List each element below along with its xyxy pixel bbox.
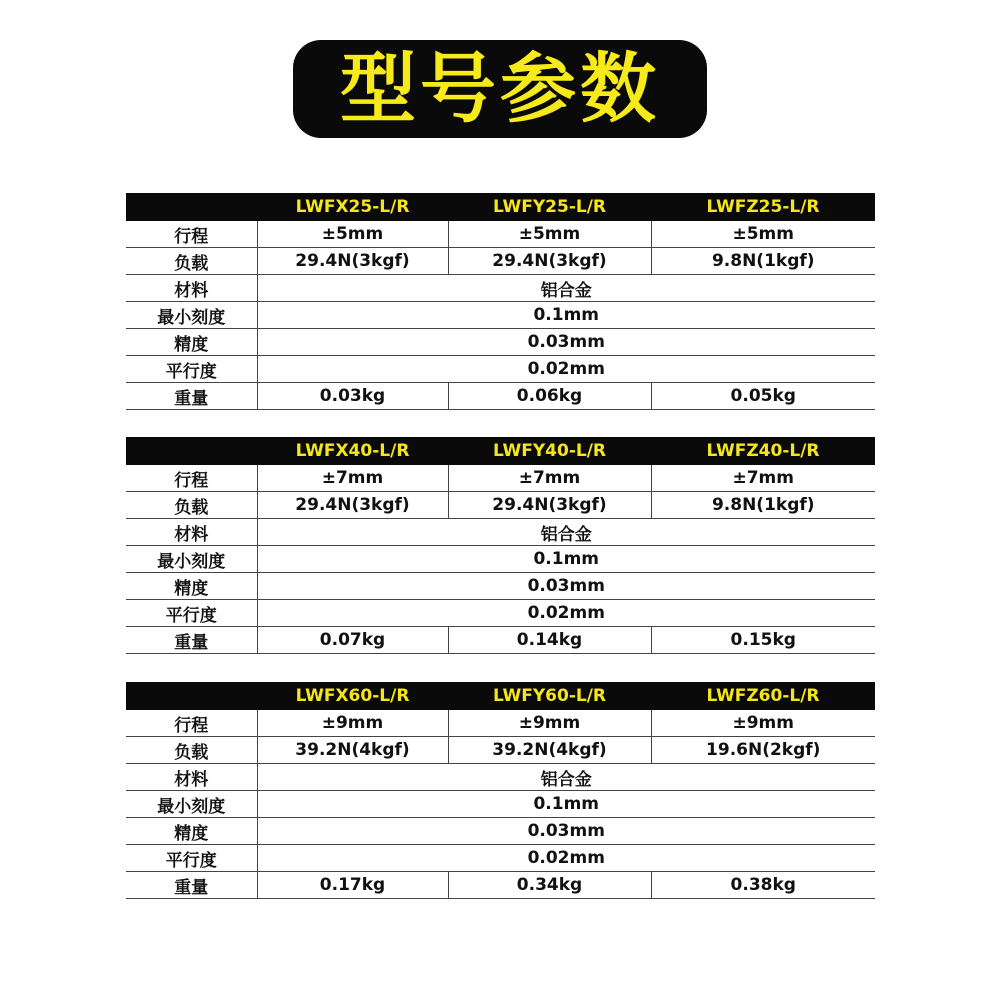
precision-row bbox=[126, 818, 875, 845]
cell: 铝合金 bbox=[257, 275, 875, 302]
row-label: 精度 bbox=[126, 573, 257, 600]
stroke-row bbox=[126, 710, 875, 737]
row-label: 负载 bbox=[126, 492, 257, 519]
header-blank bbox=[126, 437, 257, 465]
cell: 29.4N(3kgf) bbox=[257, 492, 448, 519]
cell: 29.4N(3kgf) bbox=[448, 248, 651, 275]
model-header: LWFY25-L/R bbox=[448, 193, 651, 221]
cell: ±7mm bbox=[651, 465, 875, 492]
row-label: 最小刻度 bbox=[126, 791, 257, 818]
model-header: LWFZ25-L/R bbox=[651, 193, 875, 221]
model-header: LWFY60-L/R bbox=[448, 682, 651, 710]
spec-table-60 bbox=[126, 682, 875, 899]
row-label: 负载 bbox=[126, 737, 257, 764]
header-row bbox=[126, 682, 875, 710]
model-header: LWFX25-L/R bbox=[257, 193, 448, 221]
cell: 0.02mm bbox=[257, 845, 875, 872]
row-label: 材料 bbox=[126, 519, 257, 546]
cell: 0.14kg bbox=[448, 627, 651, 654]
spec-table-25 bbox=[126, 193, 875, 410]
row-label: 精度 bbox=[126, 329, 257, 356]
cell: ±7mm bbox=[257, 465, 448, 492]
cell: 19.6N(2kgf) bbox=[651, 737, 875, 764]
parallelism-row bbox=[126, 600, 875, 627]
model-header: LWFZ60-L/R bbox=[651, 682, 875, 710]
cell: 9.8N(1kgf) bbox=[651, 492, 875, 519]
cell: ±9mm bbox=[651, 710, 875, 737]
model-header: LWFY40-L/R bbox=[448, 437, 651, 465]
row-label: 行程 bbox=[126, 465, 257, 492]
cell: 0.1mm bbox=[257, 546, 875, 573]
cell: 0.03mm bbox=[257, 818, 875, 845]
row-label: 负载 bbox=[126, 248, 257, 275]
header-row bbox=[126, 437, 875, 465]
cell: 0.15kg bbox=[651, 627, 875, 654]
cell: ±9mm bbox=[257, 710, 448, 737]
cell: 铝合金 bbox=[257, 764, 875, 791]
cell: 0.34kg bbox=[448, 872, 651, 899]
cell: ±5mm bbox=[651, 221, 875, 248]
cell: 0.1mm bbox=[257, 302, 875, 329]
row-label: 最小刻度 bbox=[126, 302, 257, 329]
stroke-row bbox=[126, 465, 875, 492]
row-label: 材料 bbox=[126, 275, 257, 302]
cell: ±7mm bbox=[448, 465, 651, 492]
min-scale-row bbox=[126, 546, 875, 573]
model-header: LWFZ40-L/R bbox=[651, 437, 875, 465]
cell: 39.2N(4kgf) bbox=[448, 737, 651, 764]
parallelism-row bbox=[126, 845, 875, 872]
row-label: 精度 bbox=[126, 818, 257, 845]
cell: 0.03mm bbox=[257, 573, 875, 600]
header-blank bbox=[126, 193, 257, 221]
row-label: 平行度 bbox=[126, 845, 257, 872]
cell: ±5mm bbox=[448, 221, 651, 248]
cell: ±9mm bbox=[448, 710, 651, 737]
row-label: 平行度 bbox=[126, 356, 257, 383]
cell: 0.38kg bbox=[651, 872, 875, 899]
page-title: 型号参数 bbox=[340, 44, 660, 133]
precision-row bbox=[126, 329, 875, 356]
row-label: 材料 bbox=[126, 764, 257, 791]
load-row bbox=[126, 248, 875, 275]
cell: 0.07kg bbox=[257, 627, 448, 654]
parallelism-row bbox=[126, 356, 875, 383]
cell: 0.1mm bbox=[257, 791, 875, 818]
cell: 0.02mm bbox=[257, 356, 875, 383]
min-scale-row bbox=[126, 302, 875, 329]
cell: 9.8N(1kgf) bbox=[651, 248, 875, 275]
row-label: 行程 bbox=[126, 221, 257, 248]
material-row bbox=[126, 764, 875, 791]
cell: 0.06kg bbox=[448, 383, 651, 410]
cell: 29.4N(3kgf) bbox=[448, 492, 651, 519]
row-label: 重量 bbox=[126, 872, 257, 899]
row-label: 重量 bbox=[126, 383, 257, 410]
spec-table-40 bbox=[126, 437, 875, 654]
load-row bbox=[126, 737, 875, 764]
row-label: 平行度 bbox=[126, 600, 257, 627]
header-row bbox=[126, 193, 875, 221]
material-row bbox=[126, 519, 875, 546]
row-label: 行程 bbox=[126, 710, 257, 737]
cell: 0.03mm bbox=[257, 329, 875, 356]
weight-row bbox=[126, 627, 875, 654]
row-label: 最小刻度 bbox=[126, 546, 257, 573]
cell: 铝合金 bbox=[257, 519, 875, 546]
weight-row bbox=[126, 872, 875, 899]
model-header: LWFX60-L/R bbox=[257, 682, 448, 710]
weight-row bbox=[126, 383, 875, 410]
title-banner bbox=[293, 40, 707, 138]
min-scale-row bbox=[126, 791, 875, 818]
load-row bbox=[126, 492, 875, 519]
row-label: 重量 bbox=[126, 627, 257, 654]
model-header: LWFX40-L/R bbox=[257, 437, 448, 465]
header-blank bbox=[126, 682, 257, 710]
cell: 0.05kg bbox=[651, 383, 875, 410]
cell: 0.17kg bbox=[257, 872, 448, 899]
stroke-row bbox=[126, 221, 875, 248]
cell: ±5mm bbox=[257, 221, 448, 248]
cell: 0.03kg bbox=[257, 383, 448, 410]
cell: 0.02mm bbox=[257, 600, 875, 627]
precision-row bbox=[126, 573, 875, 600]
material-row bbox=[126, 275, 875, 302]
cell: 39.2N(4kgf) bbox=[257, 737, 448, 764]
cell: 29.4N(3kgf) bbox=[257, 248, 448, 275]
